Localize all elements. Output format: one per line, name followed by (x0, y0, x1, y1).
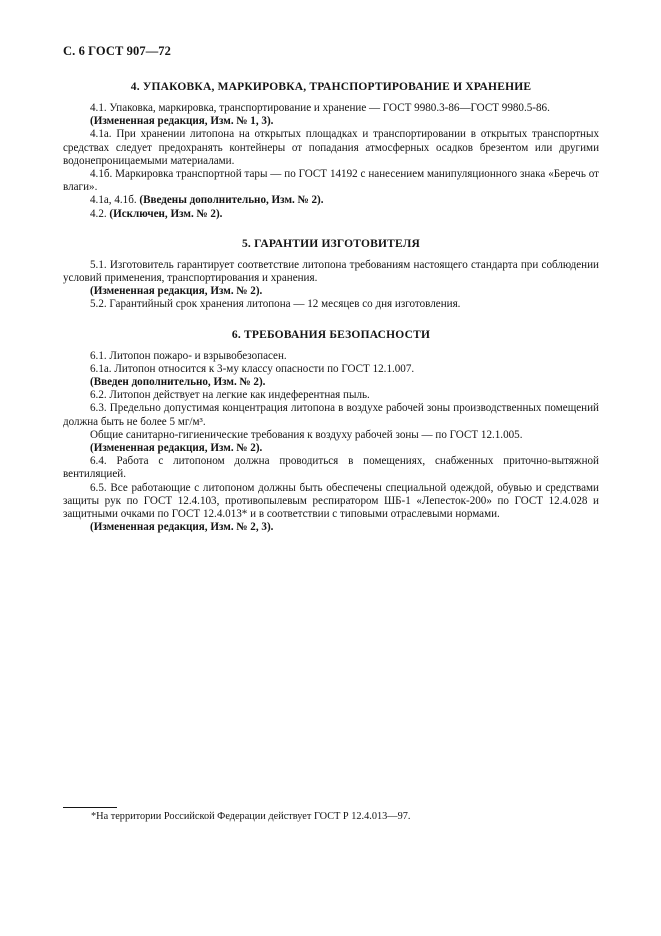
amendment-note: (Измененная редакция, Изм. № 2). (90, 285, 263, 298)
paragraph-prefix: 4.2. (90, 207, 107, 220)
amendment-note: (Измененная редакция, Изм. № 1, 3). (90, 115, 274, 128)
amendment-note: (Измененная редакция, Изм. № 2, 3). (90, 521, 274, 534)
section-4-title: 4. УПАКОВКА, МАРКИРОВКА, ТРАНСПОРТИРОВАНИЕ И ХРАНЕНИЕ (130, 81, 532, 93)
section-6-title: 6. ТРЕБОВАНИЯ БЕЗОПАСНОСТИ (231, 328, 431, 341)
paragraph-6-3: 6.3. Предельно допустимая концентрация литопона в воздухе рабочей зоны производственных помещений должна быть не более 5 мг/м³. (63, 402, 599, 428)
paragraph-5-2: 5.2. Гарантийный срок хранения литопона — 12 месяцев со дня изготовления. (90, 298, 461, 311)
paragraph-4-1b: 4.1б. Маркировка транспортной тары — по ГОСТ 14192 с нанесением манипуляционного знака «Беречь от влаги». (63, 168, 599, 194)
paragraph-6-5: 6.5. Все работающие с литопоном должны быть обеспечены специальной одеждой, обувью и средствами защиты рук по ГОСТ 12.4.103, противопылевым респиратором ШБ-1 «Лепесток-200» по ГОСТ 12.4.028 и защитными очками по ГОСТ 12.4.013* и в соответствии с типовыми отраслевыми нормами. (63, 481, 599, 521)
amendment-note: (Исключен, Изм. № 2). (109, 207, 223, 220)
paragraph-5-1: 5.1. Изготовитель гарантирует соответствие литопона требованиям настоящего стандарта при соблюдении условий применения, транспортирования и хранения. (63, 258, 599, 285)
amendment-note: (Измененная редакция, Изм. № 2). (90, 442, 263, 455)
paragraph-4-1a: 4.1а. При хранении литопона на открытых площадках и транспортировании в открытых транспортных средствах следует предохранять контейнеры от попадания атмосферных осадков брезентом или другими водонепроницаемыми материалами. (63, 128, 599, 167)
paragraph-6-4: 6.4. Работа с литопоном должна проводиться в помещениях, снабженных приточно-вытяжной вентиляцией. (63, 455, 599, 481)
section-5-title: 5. ГАРАНТИИ ИЗГОТОВИТЕЛЯ (241, 237, 421, 250)
document-body (63, 80, 599, 534)
paragraph-6-2: 6.2. Литопон действует на легкие как индеферентная пыль. (90, 389, 370, 402)
paragraph-4-2 (63, 208, 599, 221)
footnote-divider (63, 807, 117, 808)
paragraph-6-1a: 6.1а. Литопон относится к 3-му классу опасности по ГОСТ 12.1.007. (90, 362, 415, 375)
amendment-note: (Введен дополнительно, Изм. № 2). (90, 376, 266, 389)
paragraph-prefix: 4.1а, 4.1б. (90, 194, 137, 207)
paragraph-6-3-general: Общие санитарно-гигиенические требования к воздуху рабочей зоны — по ГОСТ 12.1.005. (90, 428, 523, 441)
paragraph-4-1a-4-1b (63, 194, 599, 207)
paragraph-4-1: 4.1. Упаковка, маркировка, транспортирование и хранение — ГОСТ 9980.3-86—ГОСТ 9980.5-86. (90, 102, 550, 114)
footnote: *На территории Российской Федерации действует ГОСТ Р 12.4.013—97. (91, 811, 411, 822)
page-header: С. 6 ГОСТ 907—72 (63, 44, 172, 58)
paragraph-6-1: 6.1. Литопон пожаро- и взрывобезопасен. (90, 349, 287, 362)
amendment-note: (Введены дополнительно, Изм. № 2). (139, 194, 324, 207)
